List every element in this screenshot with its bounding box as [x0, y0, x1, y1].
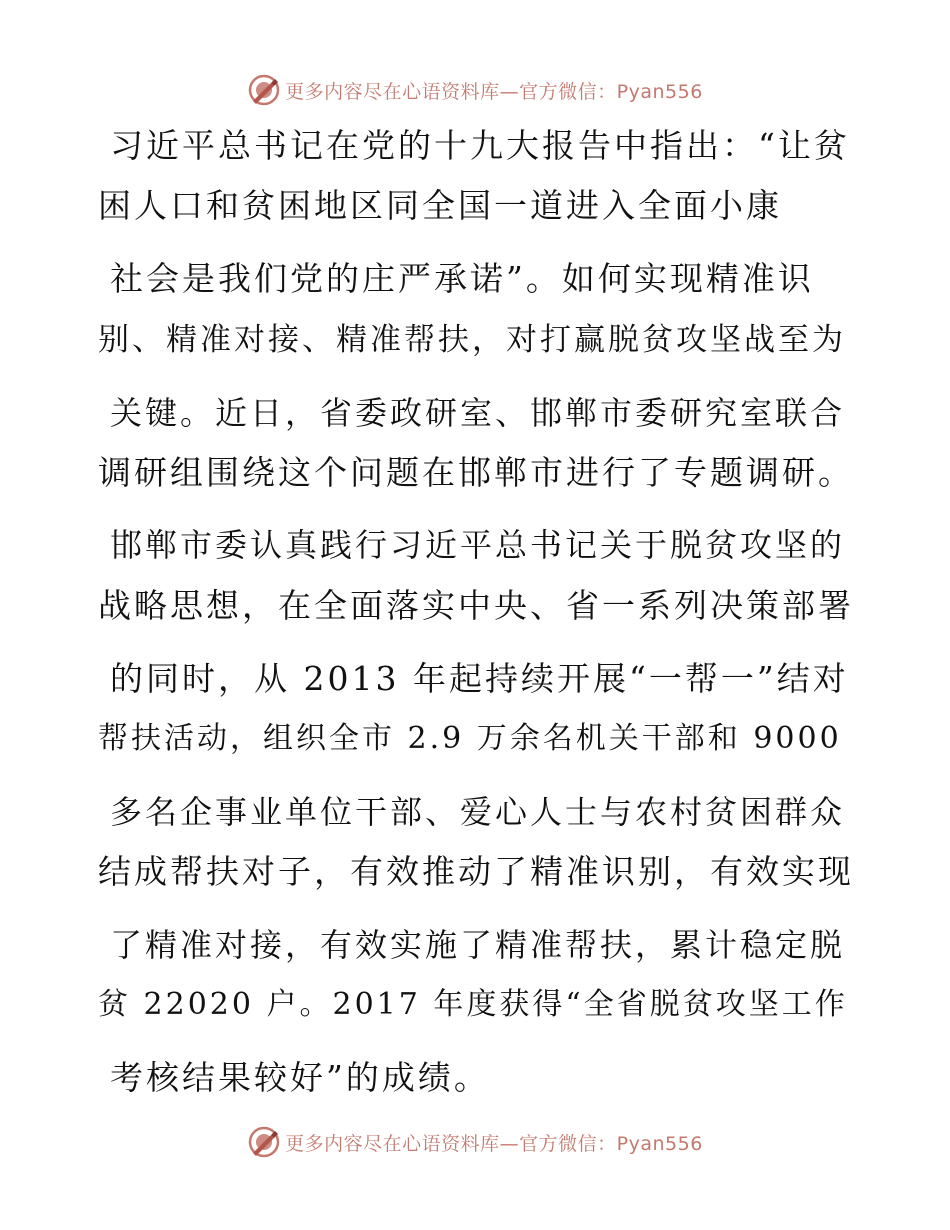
header-watermark — [0, 70, 950, 110]
text-line: 多名企事业单位干部、爱心人士与农村贫困群众 — [110, 793, 846, 831]
pen-seal-logo-icon — [247, 1125, 281, 1159]
text-line: 关键。近日，省委政研室、邯郸市委研究室联合 — [110, 394, 846, 432]
text-line: 邯郸市委认真践行习近平总书记关于脱贫攻坚的 — [110, 526, 846, 564]
text-line: 别、精准对接、精准帮扶，对打赢脱贫攻坚战至为 — [98, 322, 846, 358]
text-line: 考核结果较好”的成绩。 — [110, 1058, 490, 1097]
text-line: 帮扶活动，组织全市 2.9 万余名机关干部和 9000 — [98, 721, 842, 756]
text-line: 调研组围绕这个问题在邯郸市进行了专题调研。 — [98, 453, 854, 492]
text-line: 的同时，从 2013 年起持续开展“一帮一”结对 — [110, 659, 849, 698]
text-line: 社会是我们党的庄严承诺”。如何实现精准识 — [110, 259, 814, 298]
footer-watermark — [0, 1122, 950, 1162]
text-line: 习近平总书记在党的十九大报告中指出：“让贫 — [110, 126, 850, 165]
pen-seal-logo-icon — [247, 73, 281, 107]
text-line: 困人口和贫困地区同全国一道进入全面小康 — [98, 186, 782, 225]
watermark-text: 更多内容尽在心语资料库—官方微信：Pyan556 — [285, 80, 703, 103]
text-line: 了精准对接，有效实施了精准帮扶，累计稳定脱 — [110, 926, 846, 964]
watermark-text: 更多内容尽在心语资料库—官方微信：Pyan556 — [285, 1132, 703, 1155]
text-line: 结成帮扶对子，有效推动了精准识别，有效实现 — [98, 852, 854, 891]
text-line: 贫 22020 户。2017 年度获得“全省脱贫攻坚工作 — [98, 987, 848, 1022]
text-line: 战略思想，在全面落实中央、省一系列决策部署 — [98, 586, 854, 625]
